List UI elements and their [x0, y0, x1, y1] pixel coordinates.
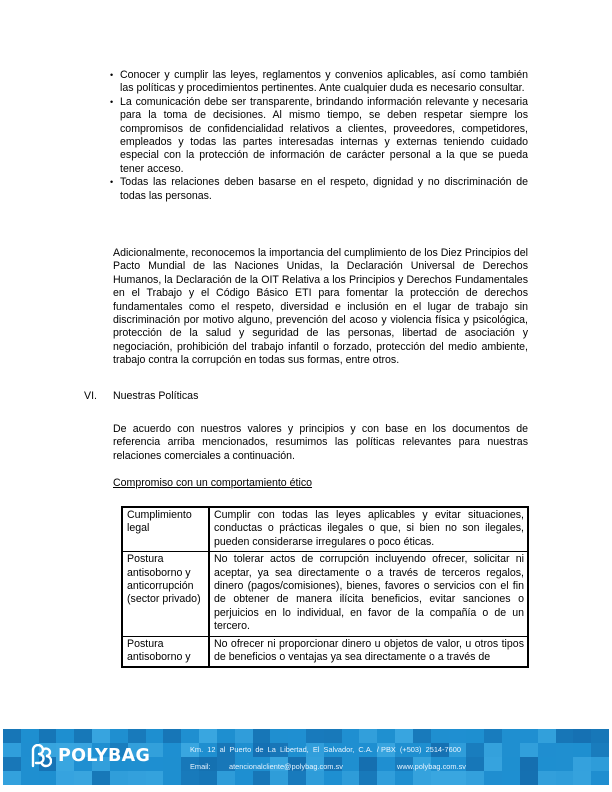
mosaic-tile [556, 743, 574, 757]
mosaic-tile [466, 771, 484, 785]
footer-banner [3, 729, 609, 785]
bullet-item: • La comunicación debe ser transparente, brindando información relevante y necesaria para la toma de decisiones. Al mismo tiempo, se deben respetar siempre los compromisos de confidencialidad relativos a clientes, proveedores, competidores, empleados y todas las partes interesadas internas y externas teniendo cuidado especial con la protección de información de carácter personal a la que se pueda tener acceso. [110, 95, 528, 175]
mosaic-tile [484, 757, 502, 771]
mosaic-tile [466, 729, 484, 743]
mosaic-tile [163, 743, 181, 757]
mosaic-tile [199, 771, 217, 785]
mosaic-tile [413, 729, 431, 743]
policy-value: No ofrecer ni proporcionar dinero u objetos de valor, u otros tipos de beneficios o ventajas ya sea directamente o a través de [209, 636, 528, 667]
mosaic-tile [217, 771, 235, 785]
subheading: Compromiso con un comportamiento ético [113, 477, 313, 489]
mosaic-tile [359, 771, 377, 785]
mosaic-tile [573, 743, 591, 757]
company-address: Km. 12 al Puerto de La Libertad, El Salvador, C.A. / PBX (+503) 2514-7600 [190, 745, 461, 754]
mosaic-tile [538, 729, 556, 743]
policy-value: No tolerar actos de corrupción incluyendo ofrecer, solicitar ni aceptar, ya sea directamente o a través de terceros regalos, dinero (pagos/comisiones), bienes, favores o servicios con el fin de obtener de manera ilícita beneficios, evitar sanciones o perjuicios en lo individual, en favor de la compañía o de un tercero. [209, 552, 528, 636]
policy-value: Cumplir con todas las leyes aplicables y evitar situaciones, conductas o prácticas ilegales o que, si bien no son ilegales, pueden considerarse irregulares o poco éticas. [209, 507, 528, 552]
mosaic-tile [217, 729, 235, 743]
mosaic-tile [3, 757, 21, 771]
mosaic-tile [591, 729, 609, 743]
mosaic-tile [359, 729, 377, 743]
mosaic-tile [413, 771, 431, 785]
mosaic-tile [556, 729, 574, 743]
mosaic-tile [253, 729, 271, 743]
mosaic-tile [538, 743, 556, 757]
mosaic-tile [3, 743, 21, 757]
mosaic-tile [520, 771, 538, 785]
mosaic-tile [110, 771, 128, 785]
mosaic-tile [573, 729, 591, 743]
table-row [122, 552, 528, 636]
mosaic-tile [449, 729, 467, 743]
mosaic-tile [21, 729, 39, 743]
mosaic-tile [92, 729, 110, 743]
mosaic-tile [538, 771, 556, 785]
mosaic-tile [484, 771, 502, 785]
mosaic-tile [395, 729, 413, 743]
mosaic-tile [377, 729, 395, 743]
mosaic-tile [538, 757, 556, 771]
table-row [122, 507, 528, 552]
mosaic-tile [128, 729, 146, 743]
mosaic-tile [163, 757, 181, 771]
mosaic-tile [110, 729, 128, 743]
table-row [122, 636, 528, 667]
mosaic-tile [502, 757, 520, 771]
mosaic-tile [342, 771, 360, 785]
mosaic-tile [484, 729, 502, 743]
bullet-icon: • [110, 96, 114, 107]
mosaic-tile [253, 771, 271, 785]
mosaic-tile [591, 757, 609, 771]
mosaic-tile [342, 757, 360, 771]
mosaic-tile [92, 771, 110, 785]
mosaic-tile [573, 771, 591, 785]
mosaic-tile [449, 771, 467, 785]
policy-table [121, 506, 529, 668]
mosaic-tile [288, 771, 306, 785]
policy-key: Postura antisoborno y anticorrupción (sector privado) [122, 552, 209, 636]
mosaic-tile [74, 771, 92, 785]
policy-key: Postura antisoborno y [122, 636, 209, 667]
mosaic-tile [502, 771, 520, 785]
mosaic-tile [163, 771, 181, 785]
mosaic-tile [556, 771, 574, 785]
section-intro: De acuerdo con nuestros valores y principios y con base en los documentos de referencia arriba mencionados, resumimos las políticas relevantes para nuestras relaciones comerciales a continuación. [113, 423, 528, 462]
mosaic-tile [270, 771, 288, 785]
mosaic-tile [466, 743, 484, 757]
mosaic-tile [377, 757, 395, 771]
mosaic-tile [324, 729, 342, 743]
email-label: Email: [190, 762, 211, 771]
mosaic-tile [431, 729, 449, 743]
mosaic-tile [324, 771, 342, 785]
mosaic-tile [56, 729, 74, 743]
section-number: VI. [84, 390, 97, 402]
bullet-list [110, 69, 528, 203]
mosaic-tile [520, 743, 538, 757]
mosaic-tile [199, 729, 217, 743]
mosaic-tile [21, 771, 39, 785]
mosaic-tile [342, 729, 360, 743]
mosaic-tile [520, 729, 538, 743]
mosaic-tile [146, 729, 164, 743]
mosaic-tile [39, 729, 57, 743]
mosaic-tile [359, 757, 377, 771]
mosaic-tile [377, 771, 395, 785]
brand-logo [30, 744, 150, 768]
bullet-item: • Todas las relaciones deben basarse en el respeto, dignidad y no discriminación de todas las personas. [110, 176, 528, 202]
mosaic-tile [235, 771, 253, 785]
mosaic-tile [146, 771, 164, 785]
mosaic-tile [484, 743, 502, 757]
mosaic-tile [573, 757, 591, 771]
mosaic-tile [74, 729, 92, 743]
email-link[interactable]: atencionalcliente@polybag.com.sv [229, 762, 343, 771]
mosaic-tile [306, 729, 324, 743]
mosaic-tile [181, 771, 199, 785]
mosaic-tile [395, 771, 413, 785]
bullet-icon: • [110, 70, 114, 80]
mosaic-tile [591, 771, 609, 785]
mosaic-tile [288, 729, 306, 743]
polybag-logo-icon [30, 744, 52, 768]
policy-table-wrapper [121, 506, 529, 668]
mosaic-tile [520, 757, 538, 771]
mosaic-tile [306, 771, 324, 785]
mosaic-tile [128, 771, 146, 785]
website-link[interactable]: www.polybag.com.sv [397, 762, 467, 771]
bullet-item: • Conocer y cumplir las leyes, reglamentos y convenios aplicables, así como también las políticas y procedimientos pertinentes. Ante cualquier duda es necesario consultar. [110, 69, 528, 95]
mosaic-tile [502, 743, 520, 757]
mosaic-tile [3, 771, 21, 785]
mosaic-tile [556, 757, 574, 771]
mosaic-tile [3, 729, 21, 743]
mosaic-tile [466, 757, 484, 771]
section-title: Nuestras Políticas [113, 390, 199, 402]
mosaic-tile [431, 771, 449, 785]
mosaic-tile [235, 729, 253, 743]
bullet-icon: • [110, 177, 114, 188]
policy-key: Cumplimiento legal [122, 507, 209, 552]
mosaic-tile [591, 743, 609, 757]
mosaic-tile [181, 729, 199, 743]
mosaic-tile [39, 771, 57, 785]
mosaic-tile [163, 729, 181, 743]
mosaic-tile [502, 729, 520, 743]
brand-name: POLYBAG [58, 746, 151, 766]
mosaic-tile [56, 771, 74, 785]
mosaic-tile [270, 729, 288, 743]
additional-paragraph: Adicionalmente, reconocemos la importancia del cumplimiento de los Diez Principios del Pacto Mundial de las Naciones Unidas, la Declaración Universal de Derechos Humanos, la Declaración de la OIT Relativa a los Principios y Derechos Fundamentales en el Trabajo y el Código Básico ETI para fomentar la protección de derechos fundamentales como el respeto, diversidad e inclusión en el lugar de trabajo sin discriminación por motivo alguno, prevención del acoso y violencia física y psicológica, protección de la salud y seguridad de las personas, libertad de asociación y negociación, prohibición del trabajo infantil o forzado, protección del medio ambiente, trabajo contra la corrupción en todas sus formas, entre otros. [113, 247, 528, 367]
